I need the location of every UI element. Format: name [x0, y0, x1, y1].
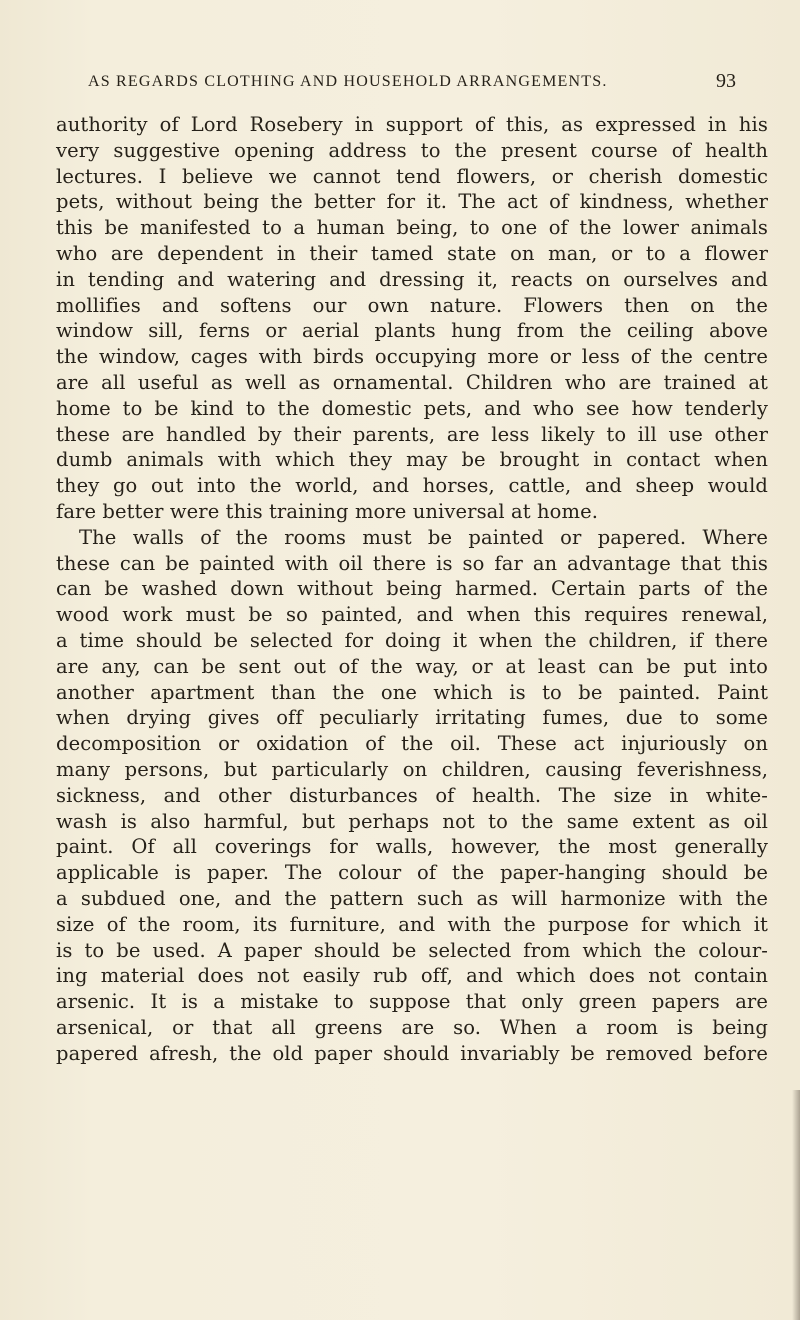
text-line: ing material does not easily rub off, and which does not contain: [56, 964, 768, 988]
text-line: a subdued one, and the pattern such as will harmonize with the: [56, 886, 768, 910]
text-line: pets, without being the better for it. The act of kindness, whether: [56, 190, 768, 214]
text-line: wood work must be so painted, and when this requires renewal,: [56, 603, 768, 627]
text-line: window sill, ferns or aerial plants hung from the ceiling above: [56, 319, 768, 343]
text-line: who are dependent in their tamed state on man, or to a flower: [56, 241, 768, 265]
text-line: arsenic. It is a mistake to suppose that only green papers are: [56, 990, 768, 1014]
page-edge-shadow: [792, 1090, 800, 1320]
text-line: home to be kind to the domestic pets, and who see how tenderly: [56, 396, 768, 420]
text-line: another apartment than the one which is to be painted. Paint: [56, 680, 768, 704]
text-line: very suggestive opening address to the present course of health: [56, 138, 768, 162]
text-line: wash is also harmful, but perhaps not to the same extent as oil: [56, 809, 768, 833]
text-line: can be washed down without being harmed. Certain parts of the: [56, 577, 768, 601]
running-title: AS REGARDS CLOTHING AND HOUSEHOLD ARRANGEMENTS.: [88, 73, 608, 90]
text-line: authority of Lord Rosebery in support of this, as expressed in his: [56, 113, 768, 136]
text-line: many persons, but particularly on children, causing feverishness,: [56, 757, 768, 781]
text-line: these can be painted with oil there is so far an advantage that this: [56, 551, 768, 575]
paragraph-first-line: The walls of the rooms must be painted or papered. Where: [79, 525, 768, 549]
text-line: these are handled by their parents, are less likely to ill use other: [56, 422, 768, 446]
text-line: papered afresh, the old paper should invariably be removed before: [56, 1041, 768, 1065]
text-line: lectures. I believe we cannot tend flowers, or cherish domestic: [56, 164, 768, 188]
text-line: decomposition or oxidation of the oil. These act injuriously on: [56, 732, 768, 756]
text-line: paint. Of all coverings for walls, however, the most generally: [56, 835, 768, 859]
text-line: applicable is paper. The colour of the paper-hanging should be: [56, 861, 768, 885]
text-line: in tending and watering and dressing it, reacts on ourselves and: [56, 267, 768, 291]
text-line: mollifies and softens our own nature. Flowers then on the: [56, 293, 768, 317]
text-line: sickness, and other disturbances of health. The size in white-: [56, 783, 768, 807]
text-line: are all useful as well as ornamental. Children who are trained at: [56, 370, 768, 394]
running-head: [88, 73, 748, 91]
text-line: they go out into the world, and horses, cattle, and sheep would: [56, 474, 768, 498]
text-line: a time should be selected for doing it when the children, if there: [56, 628, 768, 652]
body-text: [56, 112, 768, 1066]
text-line: dumb animals with which they may be brought in contact when: [56, 448, 768, 472]
text-line: are any, can be sent out of the way, or at least can be put into: [56, 654, 768, 678]
text-line: size of the room, its furniture, and with the purpose for which it: [56, 912, 768, 936]
text-line: when drying gives off peculiarly irritating fumes, due to some: [56, 706, 768, 730]
text-line: this be manifested to a human being, to one of the lower animals: [56, 216, 768, 240]
text-line: fare better were this training more universal at home.: [56, 499, 599, 523]
text-line: the window, cages with birds occupying more or less of the centre: [56, 345, 768, 369]
page-number: 93: [716, 70, 736, 92]
text-line: is to be used. A paper should be selected from which the colour-: [56, 938, 768, 962]
text-line: arsenical, or that all greens are so. When a room is being: [56, 1015, 768, 1039]
